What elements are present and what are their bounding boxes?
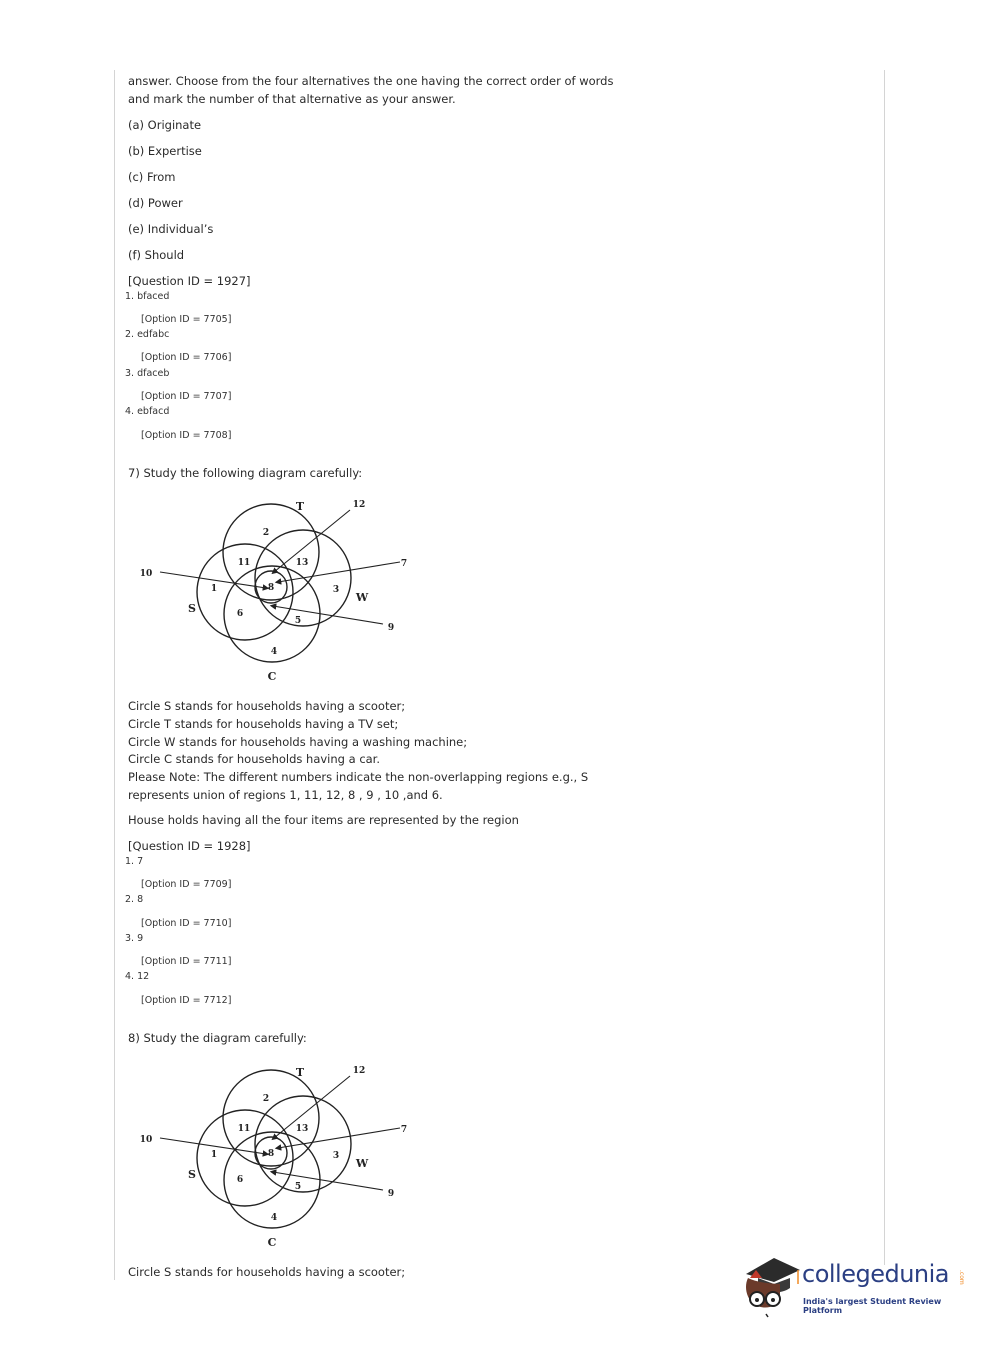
label-c: C (267, 1236, 277, 1249)
q8-heading: 8) Study the diagram carefully: (128, 1031, 307, 1045)
q7-option-3[interactable]: 3. 9 (125, 933, 144, 944)
q7-option-4-id: [Option ID = 7712] (141, 995, 232, 1006)
label-w: W (355, 591, 369, 604)
left-border (114, 70, 115, 1280)
q7-heading: 7) Study the following diagram carefully: (128, 466, 363, 480)
region-9: 9 (387, 1189, 395, 1199)
pointer-9 (273, 606, 383, 624)
q6-question-id: [Question ID = 1927] (128, 274, 251, 288)
q6-word-d: (d) Power (128, 196, 183, 210)
q7-option-1[interactable]: 1. 7 (125, 856, 144, 867)
region-4: 4 (270, 647, 278, 657)
region-6: 6 (236, 609, 244, 619)
q6-option-3-id: [Option ID = 7707] (141, 391, 232, 402)
logo-com: .com (958, 1270, 965, 1285)
q6-word-a: (a) Originate (128, 118, 202, 132)
q7-venn-diagram (128, 492, 428, 684)
pointer-12 (274, 510, 350, 572)
region-2: 2 (262, 528, 270, 538)
q8-venn-diagram (128, 1058, 428, 1250)
q6-word-b: (b) Expertise (128, 144, 202, 158)
q7-option-1-id: [Option ID = 7709] (141, 879, 232, 890)
label-c: C (267, 670, 277, 683)
q7-option-3-id: [Option ID = 7711] (141, 956, 232, 967)
region-11: 11 (237, 1124, 251, 1134)
right-border (884, 70, 885, 1265)
q6-intro-line1: answer. Choose from the four alternatives the one having the correct order of words (128, 74, 614, 88)
pointer-12 (274, 1076, 350, 1138)
q6-option-2[interactable]: 2. edfabc (125, 329, 170, 340)
q7-question-id: [Question ID = 1928] (128, 839, 251, 853)
region-12: 12 (352, 500, 366, 510)
label-w: W (355, 1157, 369, 1170)
collegedunia-logo[interactable] (740, 1248, 980, 1318)
pointer-9 (273, 1172, 383, 1190)
q7-desc-2: Circle T stands for households having a TV set; (128, 717, 399, 731)
region-1: 1 (210, 1150, 218, 1160)
label-t: T (295, 500, 305, 513)
region-6: 6 (236, 1175, 244, 1185)
region-3: 3 (332, 585, 340, 595)
mascot-icon (740, 1248, 802, 1318)
region-8: 8 (267, 583, 275, 593)
region-11: 11 (237, 558, 251, 568)
region-10: 10 (139, 569, 153, 579)
region-7: 7 (400, 559, 408, 569)
q6-option-1[interactable]: 1. bfaced (125, 291, 170, 302)
region-1: 1 (210, 584, 218, 594)
q7-option-4[interactable]: 4. 12 (125, 971, 150, 982)
region-9: 9 (387, 623, 395, 633)
q7-option-2-id: [Option ID = 7710] (141, 918, 232, 929)
q8-desc-1: Circle S stands for households having a scooter; (128, 1265, 406, 1279)
label-s: S (188, 1168, 196, 1181)
q6-word-c: (c) From (128, 170, 176, 184)
q6-intro-line2: and mark the number of that alternative as your answer. (128, 92, 456, 106)
q6-option-3[interactable]: 3. dfaceb (125, 368, 170, 379)
region-13: 13 (295, 1124, 309, 1134)
q7-desc-5: Please Note: The different numbers indicate the non-overlapping regions e.g., S (128, 770, 589, 784)
region-13: 13 (295, 558, 309, 568)
q7-desc-3: Circle W stands for households having a washing machine; (128, 735, 468, 749)
region-12: 12 (352, 1066, 366, 1076)
region-2: 2 (262, 1094, 270, 1104)
label-s: S (188, 602, 196, 615)
q7-option-2[interactable]: 2. 8 (125, 894, 144, 905)
q6-word-f: (f) Should (128, 248, 185, 262)
q6-option-4[interactable]: 4. ebfacd (125, 406, 170, 417)
region-8: 8 (267, 1149, 275, 1159)
q6-option-4-id: [Option ID = 7708] (141, 430, 232, 441)
q6-word-e: (e) Individual’s (128, 222, 214, 236)
q6-option-2-id: [Option ID = 7706] (141, 352, 232, 363)
q7-question: House holds having all the four items are represented by the region (128, 813, 519, 827)
logo-name: collegedunia (802, 1260, 950, 1288)
logo-tagline: India's largest Student Review Platform (803, 1297, 942, 1315)
region-10: 10 (139, 1135, 153, 1145)
q7-desc-1: Circle S stands for households having a scooter; (128, 699, 406, 713)
region-3: 3 (332, 1151, 340, 1161)
q7-desc-6: represents union of regions 1, 11, 12, 8 , 9 , 10 ,and 6. (128, 788, 443, 802)
q7-desc-4: Circle C stands for households having a car. (128, 752, 381, 766)
q6-option-1-id: [Option ID = 7705] (141, 314, 232, 325)
region-5: 5 (294, 616, 302, 626)
region-4: 4 (270, 1213, 278, 1223)
region-7: 7 (400, 1125, 408, 1135)
region-5: 5 (294, 1182, 302, 1192)
label-t: T (295, 1066, 305, 1079)
